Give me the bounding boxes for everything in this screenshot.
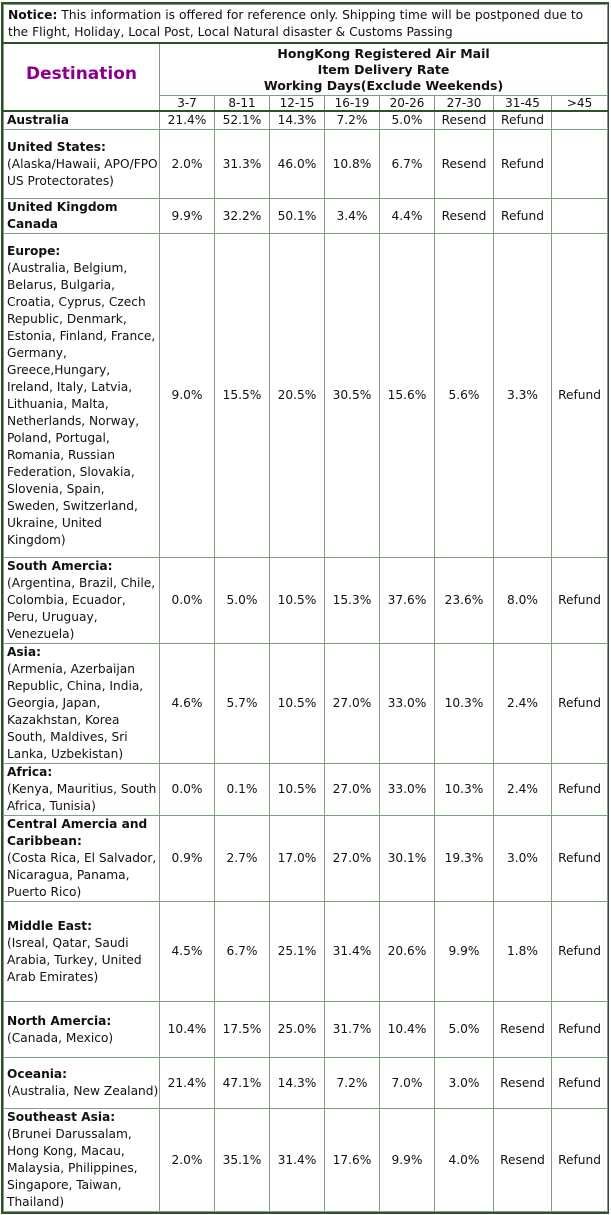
rate-cell: 14.3% bbox=[270, 111, 325, 130]
destination-name: Africa: bbox=[7, 765, 53, 779]
rate-cell: 10.5% bbox=[270, 764, 325, 816]
destination-name: South Amercia: bbox=[7, 559, 113, 573]
table-row bbox=[4, 558, 608, 644]
rate-cell: 9.9% bbox=[160, 199, 215, 234]
rate-cell: 9.9% bbox=[380, 1109, 435, 1212]
rate-cell: 2.7% bbox=[215, 816, 270, 902]
destination-countries: (Argentina, Brazil, Chile, Colombia, Ecuador, Peru, Uruguay, Venezuela) bbox=[7, 576, 156, 641]
table-row bbox=[4, 1058, 608, 1109]
rate-cell: 19.3% bbox=[435, 816, 494, 902]
rate-cell: 2.4% bbox=[494, 644, 552, 764]
destination-name: United Kingdom Canada bbox=[7, 200, 118, 231]
rate-cell: 4.5% bbox=[160, 902, 215, 1002]
destination-cell bbox=[4, 234, 160, 558]
rate-cell: 17.0% bbox=[270, 816, 325, 902]
rate-cell: 35.1% bbox=[215, 1109, 270, 1212]
rate-cell: 20.5% bbox=[270, 234, 325, 558]
rate-cell: 31.4% bbox=[325, 902, 380, 1002]
rate-cell: Refund bbox=[552, 902, 608, 1002]
destination-name: Europe: bbox=[7, 243, 61, 258]
rate-cell: 33.0% bbox=[380, 764, 435, 816]
rate-cell: 3.0% bbox=[494, 816, 552, 902]
destination-cell bbox=[4, 1002, 160, 1058]
rate-cell: 7.2% bbox=[325, 111, 380, 130]
table-row bbox=[4, 1002, 608, 1058]
column-header: 16-19 bbox=[325, 96, 380, 112]
rate-cell bbox=[552, 130, 608, 199]
rate-cell: 4.4% bbox=[380, 199, 435, 234]
destination-name: Australia bbox=[7, 113, 70, 127]
destination-cell bbox=[4, 1058, 160, 1109]
service-unit: Working Days(Exclude Weekends) bbox=[263, 78, 504, 93]
rate-cell: 0.1% bbox=[215, 764, 270, 816]
destination-countries: (Australia, New Zealand) bbox=[7, 1084, 159, 1098]
rate-cell: Resend bbox=[494, 1058, 552, 1109]
rate-cell bbox=[552, 199, 608, 234]
rate-cell: 10.4% bbox=[380, 1002, 435, 1058]
rate-cell: 10.4% bbox=[160, 1002, 215, 1058]
rate-cell: 30.1% bbox=[380, 816, 435, 902]
rate-cell: 10.5% bbox=[270, 644, 325, 764]
table-row bbox=[4, 199, 608, 234]
table-row bbox=[4, 644, 608, 764]
table-row bbox=[4, 902, 608, 1002]
rate-cell: 6.7% bbox=[215, 902, 270, 1002]
destination-countries: (Australia, Belgium, Belarus, Bulgaria, Croatia, Cyprus, Czech Republic, Denmark, Estonia, Finland, France, Germany, Greece,Hungary, Ireland, Italy, Latvia, Lithuania, Malta, Netherlands, Norway, Poland, Portugal, Romania, Russian Federation, Slovakia, Slovenia, Spain, Sweden, Switzerland, Ukraine, United Kingdom) bbox=[7, 260, 156, 547]
rate-cell: 25.1% bbox=[270, 902, 325, 1002]
rate-cell: 31.3% bbox=[215, 130, 270, 199]
rate-cell: 2.0% bbox=[160, 1109, 215, 1212]
rate-cell: 3.4% bbox=[325, 199, 380, 234]
rate-cell: 4.0% bbox=[435, 1109, 494, 1212]
rate-cell: 15.6% bbox=[380, 234, 435, 558]
destination-cell bbox=[4, 130, 160, 199]
rate-cell: 52.1% bbox=[215, 111, 270, 130]
column-header: 31-45 bbox=[494, 96, 552, 112]
rate-cell: 15.3% bbox=[325, 558, 380, 644]
table-row bbox=[4, 764, 608, 816]
rate-cell: 6.7% bbox=[380, 130, 435, 199]
rate-cell: 17.5% bbox=[215, 1002, 270, 1058]
destination-cell bbox=[4, 764, 160, 816]
rate-cell: 10.3% bbox=[435, 644, 494, 764]
destination-name: Oceania: bbox=[7, 1067, 68, 1081]
rate-cell: Resend bbox=[494, 1002, 552, 1058]
rate-cell: 0.0% bbox=[160, 558, 215, 644]
destination-name: Southeast Asia: bbox=[7, 1110, 116, 1124]
rate-cell: 5.0% bbox=[380, 111, 435, 130]
rate-cell: Refund bbox=[552, 1109, 608, 1212]
table-row bbox=[4, 130, 608, 199]
rate-cell: 31.4% bbox=[270, 1109, 325, 1212]
table-row bbox=[4, 816, 608, 902]
rate-cell: 1.8% bbox=[494, 902, 552, 1002]
rate-cell: 27.0% bbox=[325, 816, 380, 902]
destination-name: North Amercia: bbox=[7, 1013, 112, 1028]
destination-cell bbox=[4, 558, 160, 644]
notice-label: Notice: bbox=[8, 8, 58, 22]
table-row bbox=[4, 111, 608, 130]
rate-cell: 17.6% bbox=[325, 1109, 380, 1212]
destination-countries: (Alaska/Hawaii, APO/FPO US Protectorates) bbox=[7, 156, 158, 188]
rate-cell: Refund bbox=[552, 764, 608, 816]
rate-cell: 3.0% bbox=[435, 1058, 494, 1109]
rate-cell: 0.0% bbox=[160, 764, 215, 816]
table-row bbox=[4, 234, 608, 558]
rate-cell: Refund bbox=[552, 1002, 608, 1058]
rate-cell: Refund bbox=[552, 234, 608, 558]
rate-cell: Resend bbox=[435, 199, 494, 234]
rate-cell: Refund bbox=[494, 130, 552, 199]
rate-cell: 8.0% bbox=[494, 558, 552, 644]
rate-cell: 50.1% bbox=[270, 199, 325, 234]
rate-cell: 30.5% bbox=[325, 234, 380, 558]
column-header: 8-11 bbox=[215, 96, 270, 112]
destination-name: Central Amercia and Caribbean: bbox=[7, 817, 148, 848]
notice-text: This information is offered for reference only. Shipping time will be postponed due to the Flight, Holiday, Local Post, Local Natural disaster & Customs Passing bbox=[8, 8, 584, 39]
rate-cell: 4.6% bbox=[160, 644, 215, 764]
rate-cell: 0.9% bbox=[160, 816, 215, 902]
destination-cell bbox=[4, 199, 160, 234]
destination-countries: (Isreal, Qatar, Saudi Arabia, Turkey, United Arab Emirates) bbox=[7, 935, 142, 984]
destination-name: United States: bbox=[7, 139, 106, 154]
destination-name: Middle East: bbox=[7, 918, 92, 933]
column-header: 27-30 bbox=[435, 96, 494, 112]
destination-header: Destination bbox=[4, 43, 160, 111]
rate-cell: Resend bbox=[435, 111, 494, 130]
service-header bbox=[160, 43, 608, 96]
rate-cell: 10.8% bbox=[325, 130, 380, 199]
destination-name: Asia: bbox=[7, 645, 41, 659]
rate-cell: Refund bbox=[552, 644, 608, 764]
rate-cell: 2.0% bbox=[160, 130, 215, 199]
rate-cell: 37.6% bbox=[380, 558, 435, 644]
rate-cell: Resend bbox=[494, 1109, 552, 1212]
rate-cell: 14.3% bbox=[270, 1058, 325, 1109]
rate-cell: 27.0% bbox=[325, 764, 380, 816]
notice-banner bbox=[4, 5, 608, 44]
rate-cell: 9.9% bbox=[435, 902, 494, 1002]
rate-cell: 10.5% bbox=[270, 558, 325, 644]
rate-cell: 25.0% bbox=[270, 1002, 325, 1058]
rate-cell: 47.1% bbox=[215, 1058, 270, 1109]
rate-cell: 15.5% bbox=[215, 234, 270, 558]
rate-cell: 20.6% bbox=[380, 902, 435, 1002]
rate-cell: Resend bbox=[435, 130, 494, 199]
destination-countries: (Canada, Mexico) bbox=[7, 1030, 114, 1045]
rate-cell: 46.0% bbox=[270, 130, 325, 199]
delivery-rate-table bbox=[3, 4, 608, 1212]
column-header: 20-26 bbox=[380, 96, 435, 112]
rate-cell: 5.0% bbox=[215, 558, 270, 644]
rate-cell: 5.7% bbox=[215, 644, 270, 764]
destination-countries: (Armenia, Azerbaijan Republic, China, India, Georgia, Japan, Kazakhstan, Korea South, Maldives, Sri Lanka, Uzbekistan) bbox=[7, 662, 144, 761]
rate-cell: 5.0% bbox=[435, 1002, 494, 1058]
rate-cell: Refund bbox=[552, 1058, 608, 1109]
rate-cell: 23.6% bbox=[435, 558, 494, 644]
destination-cell bbox=[4, 1109, 160, 1212]
destination-cell bbox=[4, 902, 160, 1002]
rate-cell: Refund bbox=[494, 111, 552, 130]
destination-countries: (Kenya, Mauritius, South Africa, Tunisia) bbox=[7, 782, 157, 813]
service-metric: Item Delivery Rate bbox=[317, 62, 450, 77]
service-name: HongKong Registered Air Mail bbox=[277, 46, 490, 61]
rate-cell: 7.0% bbox=[380, 1058, 435, 1109]
rate-cell: Refund bbox=[494, 199, 552, 234]
rate-cell: 9.0% bbox=[160, 234, 215, 558]
column-header: 12-15 bbox=[270, 96, 325, 112]
rate-cell bbox=[552, 111, 608, 130]
rate-cell: 7.2% bbox=[325, 1058, 380, 1109]
rate-cell: 31.7% bbox=[325, 1002, 380, 1058]
destination-countries: (Brunei Darussalam, Hong Kong, Macau, Malaysia, Philippines, Singapore, Taiwan, Thailand) bbox=[7, 1127, 138, 1209]
rate-cell: 10.3% bbox=[435, 764, 494, 816]
rate-cell: 5.6% bbox=[435, 234, 494, 558]
rate-cell: Refund bbox=[552, 558, 608, 644]
rate-cell: 2.4% bbox=[494, 764, 552, 816]
destination-cell bbox=[4, 644, 160, 764]
rate-cell: 21.4% bbox=[160, 111, 215, 130]
destination-cell bbox=[4, 816, 160, 902]
column-header: 3-7 bbox=[160, 96, 215, 112]
rate-cell: 21.4% bbox=[160, 1058, 215, 1109]
rate-cell: 33.0% bbox=[380, 644, 435, 764]
table-row bbox=[4, 1109, 608, 1212]
delivery-rate-table-container bbox=[1, 2, 609, 1214]
destination-countries: (Costa Rica, El Salvador, Nicaragua, Panama, Puerto Rico) bbox=[7, 851, 157, 899]
destination-cell bbox=[4, 111, 160, 130]
column-header: >45 bbox=[552, 96, 608, 112]
rate-cell: 3.3% bbox=[494, 234, 552, 558]
rate-cell: Refund bbox=[552, 816, 608, 902]
rate-cell: 27.0% bbox=[325, 644, 380, 764]
rate-cell: 32.2% bbox=[215, 199, 270, 234]
